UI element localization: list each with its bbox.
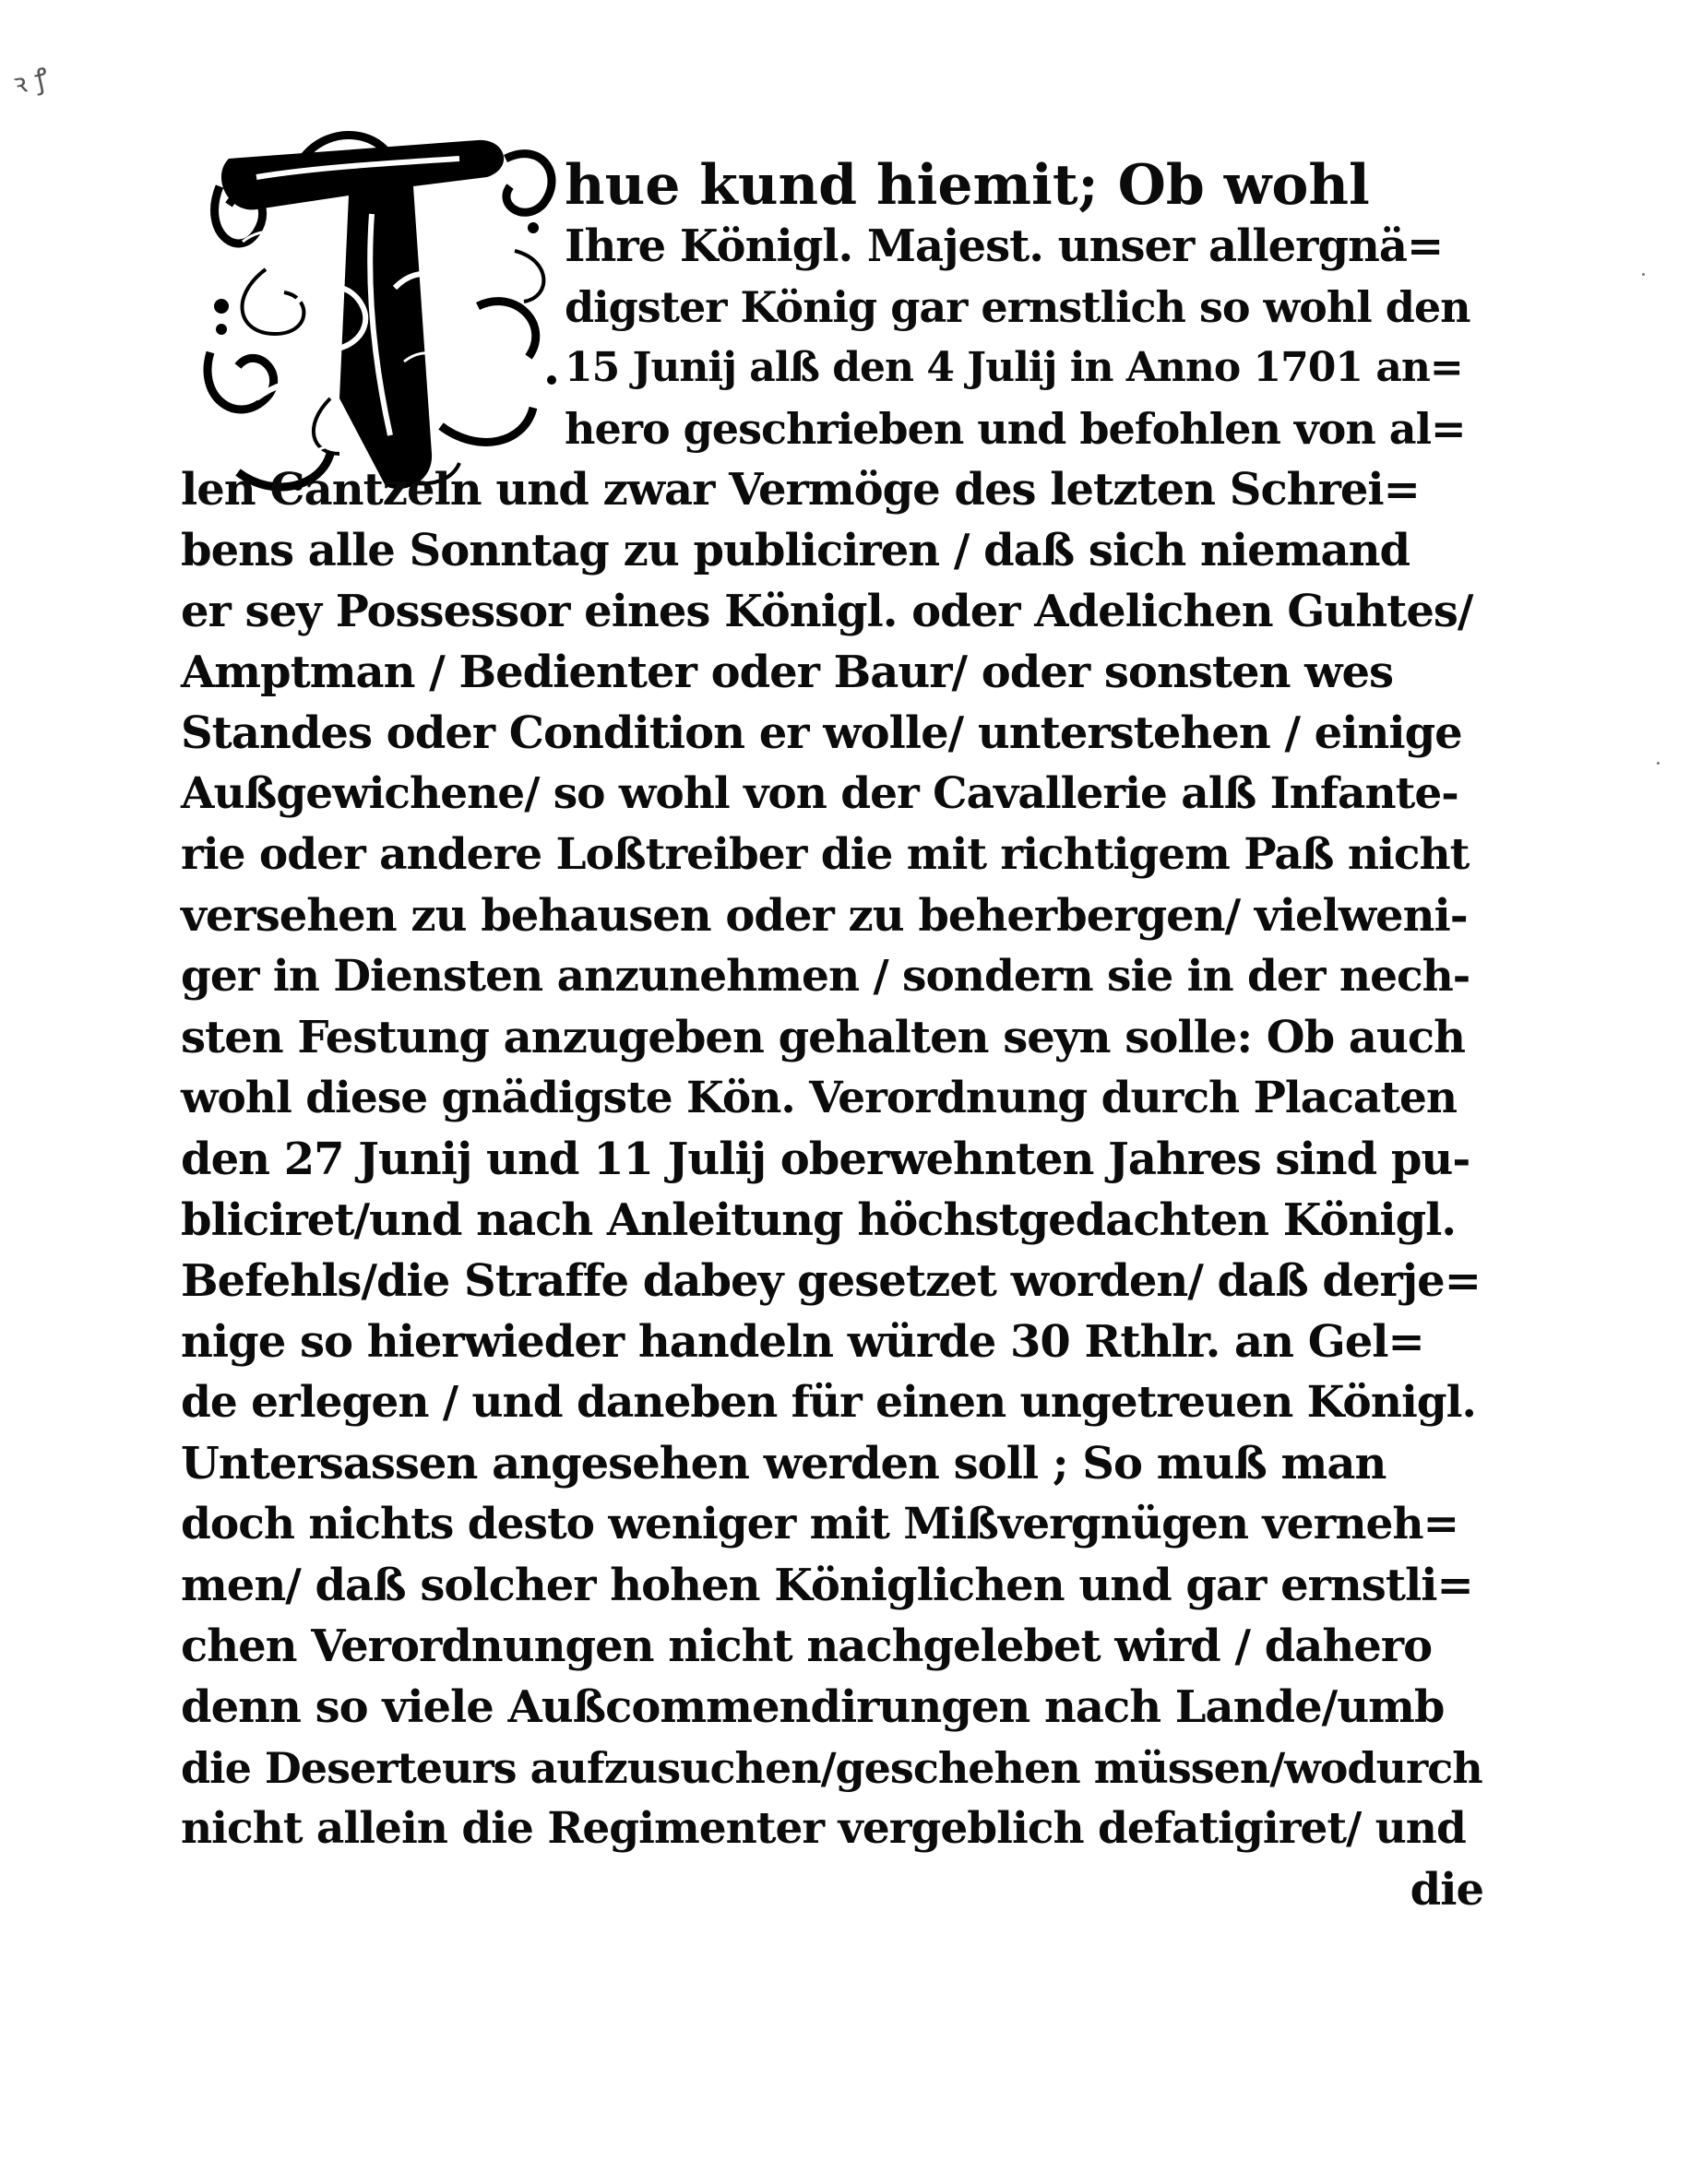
text-line: len Cantzeln und zwar Vermöge des letzten Schrei= bbox=[181, 464, 1420, 516]
text-line: Amptman / Bedienter oder Baur/ oder sonsten wes bbox=[181, 647, 1394, 698]
text-line: hero geschrieben und befohlen von al= bbox=[565, 404, 1466, 454]
document-body-text bbox=[181, 155, 1483, 1920]
text-line: Befehls/die Straffe dabey gesetzet worden/ daß derje= bbox=[181, 1255, 1481, 1307]
marginal-pen-mark: ꝛ ꝭ bbox=[10, 62, 52, 101]
text-line: Außgewichene/ so wohl von der Cavallerie alß Infante- bbox=[181, 768, 1458, 819]
text-line: denn so viele Außcommendirungen nach Lande/umb bbox=[181, 1681, 1445, 1733]
text-line: chen Verordnungen nicht nachgelebet wird / dahero bbox=[181, 1620, 1433, 1672]
text-line: Standes oder Condition er wolle/ unterstehen / einige bbox=[181, 707, 1462, 759]
text-line: den 27 Junij und 11 Julij oberwehnten Jahres sind pu- bbox=[181, 1134, 1470, 1185]
text-line: Untersassen angesehen werden soll ; So muß man bbox=[181, 1438, 1387, 1490]
stray-speck bbox=[1642, 273, 1645, 276]
text-line: digster König gar ernstlich so wohl den bbox=[565, 282, 1470, 332]
text-line: die Deserteurs aufzusuchen/geschehen müssen/wodurch bbox=[181, 1743, 1482, 1793]
text-line: er sey Possessor eines Königl. oder Adelichen Guhtes/ bbox=[181, 586, 1473, 637]
stray-speck bbox=[1657, 762, 1660, 765]
text-line: bens alle Sonntag zu publiciren / daß sich niemand bbox=[181, 525, 1410, 576]
text-line: ger in Diensten anzunehmen / sondern sie in der nech- bbox=[181, 951, 1470, 1002]
text-line: doch nichts desto weniger mit Mißvergnügen verneh= bbox=[181, 1499, 1458, 1549]
text-line: de erlegen / und daneben für einen ungetreuen Königl. bbox=[181, 1377, 1476, 1428]
text-line: wohl diese gnädigste Kön. Verordnung durch Placaten bbox=[181, 1073, 1458, 1123]
text-line: Ihre Königl. Majest. unser allergnä= bbox=[565, 220, 1444, 272]
text-line: hue kund hiemit; Ob wohl bbox=[565, 153, 1370, 218]
text-line: nicht allein die Regimenter vergeblich defatigiret/ und bbox=[181, 1803, 1466, 1854]
text-line: bliciret/und nach Anleitung höchstgedachten Königl. bbox=[181, 1194, 1457, 1246]
text-line: versehen zu behausen oder zu beherbergen/ vielweni- bbox=[181, 890, 1468, 942]
text-line: 15 Junij alß den 4 Julij in Anno 1701 an= bbox=[565, 344, 1463, 391]
text-line: nige so hierwieder handeln würde 30 Rthlr. an Gel= bbox=[181, 1316, 1424, 1368]
text-line: men/ daß solcher hohen Königlichen und gar ernstli= bbox=[181, 1560, 1473, 1611]
catchword: die bbox=[1410, 1864, 1483, 1916]
text-line: sten Festung anzugeben gehalten seyn solle: Ob auch bbox=[181, 1012, 1465, 1063]
text-line: rie oder andere Loßtreiber die mit richtigem Paß nicht bbox=[181, 829, 1470, 880]
